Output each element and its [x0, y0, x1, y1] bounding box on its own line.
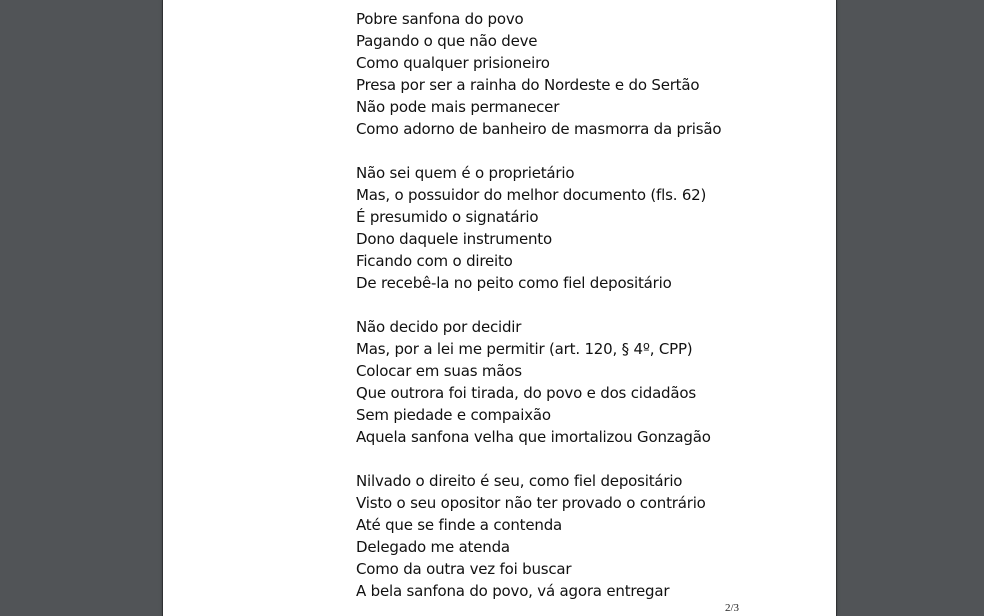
- poem-line: Dono daquele instrumento: [356, 230, 552, 248]
- poem-line: Sem piedade e compaixão: [356, 406, 551, 424]
- poem-line: Delegado me atenda: [356, 538, 510, 556]
- poem-line: Não pode mais permanecer: [356, 98, 560, 116]
- poem-line: Mas, o possuidor do melhor documento (fls. 62): [356, 186, 707, 204]
- poem-line: Que outrora foi tirada, do povo e dos cidadãos: [356, 384, 696, 402]
- poem-line: Não sei quem é o proprietário: [356, 164, 575, 182]
- poem-line: É presumido o signatário: [356, 208, 539, 226]
- poem-line: Nilvado o direito é seu, como fiel depositário: [356, 472, 683, 490]
- poem: [356, 8, 721, 616]
- poem-line: Colocar em suas mãos: [356, 362, 522, 380]
- poem-line: Visto o seu opositor não ter provado o contrário: [356, 494, 706, 512]
- poem-line: A bela sanfona do povo, vá agora entregar: [356, 582, 670, 600]
- poem-line: Não decido por decidir: [356, 318, 522, 336]
- poem-line: Como qualquer prisioneiro: [356, 54, 550, 72]
- poem-line: Até que se finde a contenda: [356, 516, 563, 534]
- poem-line: Aquela sanfona velha que imortalizou Gonzagão: [356, 428, 711, 446]
- document-page: [163, 0, 836, 616]
- page-number: 2/3: [725, 602, 740, 614]
- poem-line: De recebê-la no peito como fiel depositário: [356, 274, 672, 292]
- poem-line: Presa por ser a rainha do Nordeste e do Sertão: [356, 76, 700, 94]
- stanza-2: [356, 162, 721, 294]
- poem-line: Como adorno de banheiro de masmorra da prisão: [356, 120, 722, 138]
- stanza-1: [356, 8, 721, 140]
- poem-line: Ficando com o direito: [356, 252, 513, 270]
- poem-line: Pagando o que não deve: [356, 32, 538, 50]
- stanza-4: [356, 470, 721, 602]
- stanza-3: [356, 316, 721, 448]
- poem-line: Como da outra vez foi buscar: [356, 560, 572, 578]
- poem-line: Mas, por a lei me permitir (art. 120, § 4º, CPP): [356, 340, 693, 358]
- poem-line: Pobre sanfona do povo: [356, 10, 524, 28]
